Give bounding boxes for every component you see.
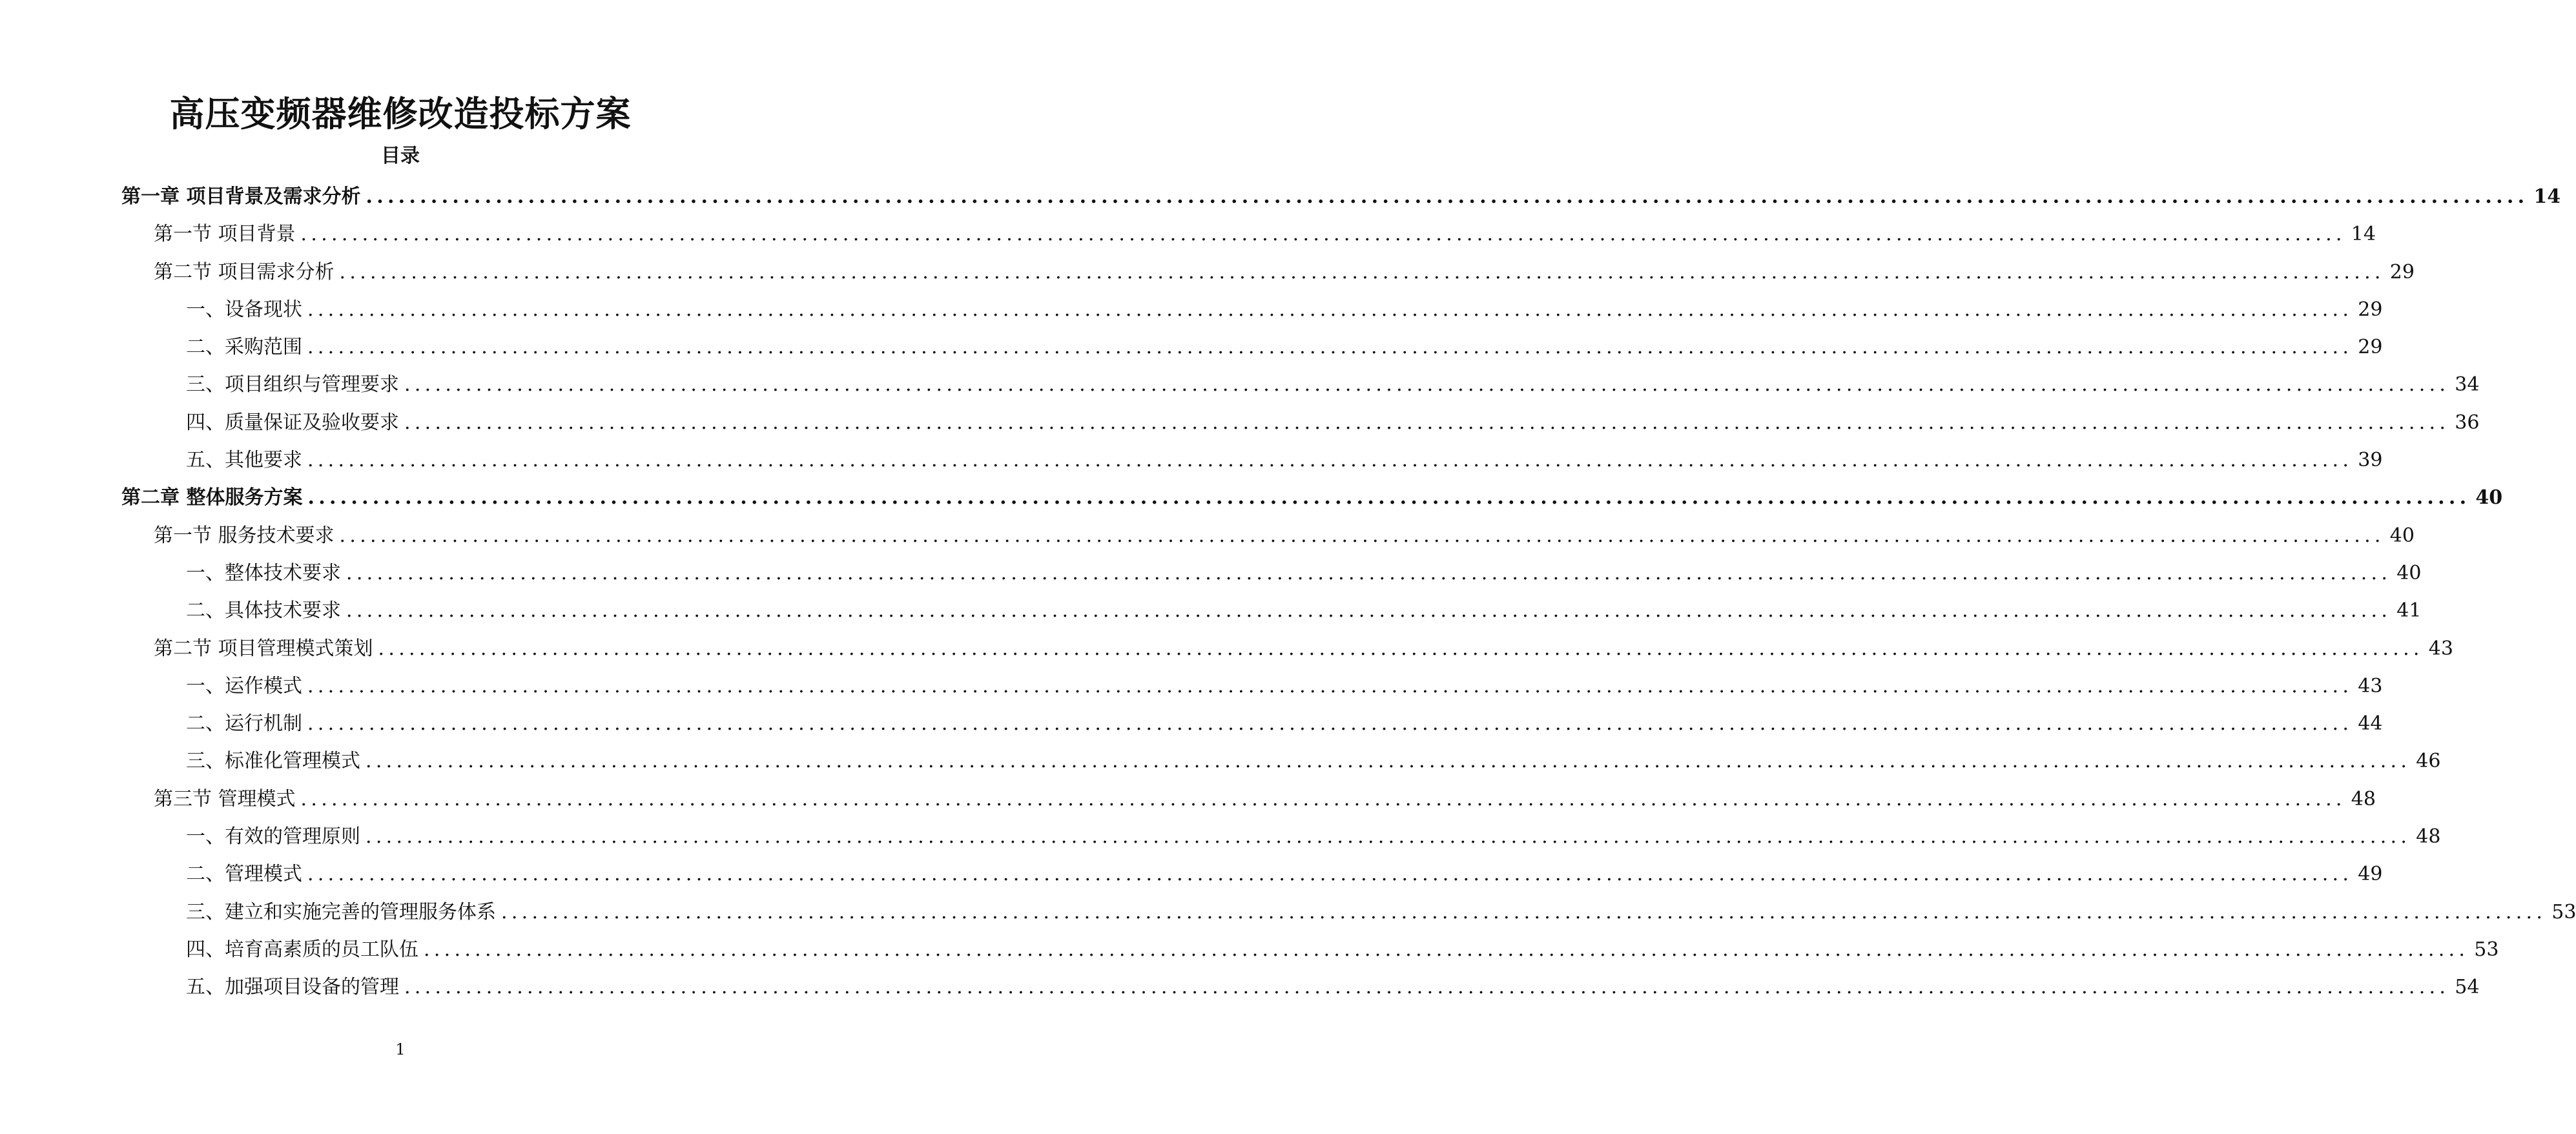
toc-heading: 目录 [381, 145, 420, 167]
toc-dot-leader: ........................................................................................................................................................................................................ [307, 449, 2353, 472]
toc-entry[interactable] [0, 404, 2480, 442]
document-title: 高压变频器维修改造投标方案 [169, 93, 632, 134]
toc-entry[interactable] [0, 291, 2383, 329]
toc-entry-label: 四、培育高素质的员工队伍 [186, 938, 418, 961]
toc-entry-label: 二、管理模式 [186, 863, 302, 886]
toc-entry[interactable] [0, 856, 2383, 893]
toc-entry-label: 第二节 项目管理模式策划 [154, 637, 373, 660]
toc-dot-leader: ........................................................................................................................................................................................................ [404, 411, 2450, 434]
toc-entry-page: 53 [2551, 900, 2576, 923]
toc-entry-page: 53 [2474, 938, 2499, 961]
toc-entry-label: 三、建立和实施完善的管理服务体系 [186, 900, 496, 923]
toc-entry[interactable] [0, 442, 2383, 479]
toc-dot-leader: ........................................................................................................................................................................................................ [307, 674, 2353, 697]
toc-entry-page: 43 [2428, 637, 2453, 660]
toc-entry[interactable] [0, 705, 2383, 743]
toc-dot-leader: ........................................................................................................................................................................................................ [339, 260, 2385, 284]
toc-entry-page: 39 [2358, 449, 2383, 472]
toc-entry-label: 一、运作模式 [186, 674, 302, 697]
toc-dot-leader: ........................................................................................................................................................................................................ [378, 637, 2424, 660]
toc-entry-page: 40 [2475, 486, 2503, 510]
toc-entry-label: 第一节 项目背景 [154, 223, 296, 246]
toc-entry[interactable] [0, 743, 2441, 780]
toc-entry-page: 44 [2358, 712, 2383, 736]
toc-dot-leader: ........................................................................................................................................................................................................ [366, 750, 2411, 773]
toc-entry[interactable] [0, 894, 2576, 931]
toc-entry[interactable] [0, 781, 2376, 818]
toc-entry-page: 36 [2455, 411, 2480, 434]
toc-entry-page: 48 [2351, 787, 2376, 810]
toc-dot-leader: ........................................................................................................................................................................................................ [424, 938, 2469, 961]
toc-entry-page: 54 [2455, 976, 2480, 999]
toc-entry[interactable] [0, 555, 2422, 592]
toc-entry-label: 四、质量保证及验收要求 [186, 411, 399, 434]
toc-entry[interactable] [0, 329, 2383, 366]
table-of-contents [0, 178, 2576, 1007]
toc-entry-label: 第三节 管理模式 [154, 787, 296, 810]
toc-dot-leader: ........................................................................................................................................................................................................ [501, 900, 2547, 923]
toc-dot-leader: ........................................................................................................................................................................................................ [307, 712, 2353, 736]
toc-entry-page: 29 [2358, 298, 2383, 321]
toc-entry[interactable] [0, 969, 2480, 1006]
toc-dot-leader: ........................................................................................................................................................................................................ [300, 223, 2346, 246]
toc-dot-leader: ........................................................................................................................................................................................................ [307, 336, 2353, 359]
toc-entry-page: 29 [2358, 336, 2383, 359]
toc-entry[interactable] [0, 254, 2415, 291]
toc-entry[interactable] [0, 517, 2415, 555]
toc-entry-label: 一、有效的管理原则 [186, 825, 360, 849]
toc-entry-page: 14 [2351, 223, 2376, 246]
toc-entry-page: 46 [2416, 750, 2441, 773]
toc-entry-label: 第二节 项目需求分析 [154, 260, 335, 284]
toc-entry-label: 一、设备现状 [186, 298, 302, 321]
toc-dot-leader: ........................................................................................................................................................................................................ [300, 787, 2346, 810]
toc-dot-leader: ........................................................................................................................................................................................................ [404, 976, 2450, 999]
toc-dot-leader: ........................................................................................................................................................................................................ [307, 298, 2353, 321]
toc-entry-page: 40 [2396, 561, 2422, 584]
toc-entry[interactable] [0, 479, 2503, 517]
toc-entry-label: 第一章 项目背景及需求分析 [121, 185, 361, 208]
toc-entry-label: 二、采购范围 [186, 336, 302, 359]
toc-entry-page: 43 [2358, 674, 2383, 697]
toc-entry-label: 二、运行机制 [186, 712, 302, 736]
toc-dot-leader: ........................................................................................................................................................................................................ [366, 825, 2411, 849]
toc-entry[interactable] [0, 630, 2453, 668]
toc-entry[interactable] [0, 668, 2383, 705]
toc-entry-page: 48 [2416, 825, 2441, 849]
toc-entry-label: 三、项目组织与管理要求 [186, 373, 399, 397]
toc-entry-label: 五、加强项目设备的管理 [186, 976, 399, 999]
toc-dot-leader: ........................................................................................................................................................................................................ [307, 863, 2353, 886]
toc-entry-label: 第一节 服务技术要求 [154, 524, 335, 547]
toc-entry[interactable] [0, 931, 2499, 969]
toc-entry-page: 41 [2396, 599, 2422, 623]
toc-entry-label: 三、标准化管理模式 [186, 750, 360, 773]
toc-entry-label: 二、具体技术要求 [186, 599, 341, 623]
toc-dot-leader: ........................................................................................................................................................................................................ [339, 524, 2385, 547]
toc-entry-page: 40 [2389, 524, 2415, 547]
toc-entry-page: 49 [2358, 863, 2383, 886]
toc-entry-label: 第二章 整体服务方案 [121, 486, 303, 510]
page-number: 1 [395, 1040, 406, 1058]
toc-entry-label: 五、其他要求 [186, 449, 302, 472]
toc-entry-page: 29 [2389, 260, 2415, 284]
toc-entry[interactable] [0, 592, 2422, 630]
toc-entry[interactable] [0, 178, 2561, 216]
toc-dot-leader: ........................................................................................................................................................................................................ [404, 373, 2450, 397]
toc-dot-leader: ........................................................................................................................................................................................................ [307, 486, 2471, 510]
toc-dot-leader: ........................................................................................................................................................................................................ [346, 599, 2392, 623]
toc-entry-page: 34 [2455, 373, 2480, 397]
toc-dot-leader: ........................................................................................................................................................................................................ [346, 561, 2392, 584]
toc-dot-leader: ........................................................................................................................................................................................................ [366, 185, 2529, 208]
toc-entry[interactable] [0, 216, 2376, 253]
toc-entry[interactable] [0, 366, 2480, 404]
toc-entry[interactable] [0, 818, 2441, 856]
toc-entry-label: 一、整体技术要求 [186, 561, 341, 584]
toc-entry-page: 14 [2533, 185, 2561, 208]
